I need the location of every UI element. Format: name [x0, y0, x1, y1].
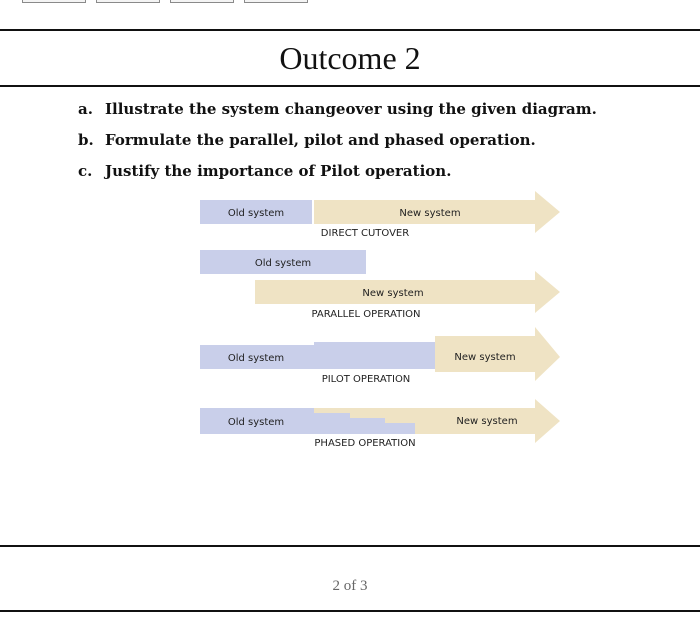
page-indicator: 2 of 3	[332, 578, 368, 594]
new-system-label: New system	[399, 208, 461, 219]
changeover-diagram-svg	[195, 188, 565, 453]
question-letter: c.	[78, 162, 93, 180]
old-system-label: Old system	[227, 417, 285, 428]
new-system-label: New system	[362, 288, 424, 299]
old-system-label: Old system	[254, 258, 312, 269]
question-item	[78, 158, 597, 189]
old-system-label: Old system	[227, 208, 285, 219]
question-text: Illustrate the system changeover using the given diagram.	[105, 100, 597, 118]
row-parallel-operation	[200, 250, 560, 320]
new-system-label: New system	[456, 416, 518, 427]
question-item	[78, 96, 597, 127]
question-letter: b.	[78, 131, 94, 149]
question-letter: a.	[78, 100, 93, 118]
row-phased-operation	[200, 399, 560, 449]
new-system-label: New system	[454, 352, 516, 363]
old-system-label: Old system	[227, 353, 285, 364]
method-caption: PILOT OPERATION	[321, 374, 411, 385]
footer-bottom-rule	[0, 610, 700, 612]
title-bottom-rule	[0, 85, 700, 87]
row-pilot-operation	[200, 327, 560, 385]
row-direct-cutover	[200, 191, 560, 239]
question-item	[78, 127, 597, 158]
page-title: Outcome 2	[279, 40, 421, 76]
question-list	[78, 96, 597, 189]
toolbar-button-stub[interactable]	[96, 0, 160, 3]
changeover-diagram	[195, 188, 565, 458]
toolbar-button-stub[interactable]	[22, 0, 86, 3]
method-caption: PHASED OPERATION	[314, 438, 416, 449]
toolbar-button-stub[interactable]	[244, 0, 308, 3]
toolbar-button-stub[interactable]	[170, 0, 234, 3]
question-text: Justify the importance of Pilot operation.	[105, 162, 452, 180]
method-caption: PARALLEL OPERATION	[311, 309, 421, 320]
question-text: Formulate the parallel, pilot and phased operation.	[105, 131, 536, 149]
footer-top-rule	[0, 545, 700, 547]
title-top-rule	[0, 29, 700, 31]
method-caption: DIRECT CUTOVER	[320, 228, 410, 239]
